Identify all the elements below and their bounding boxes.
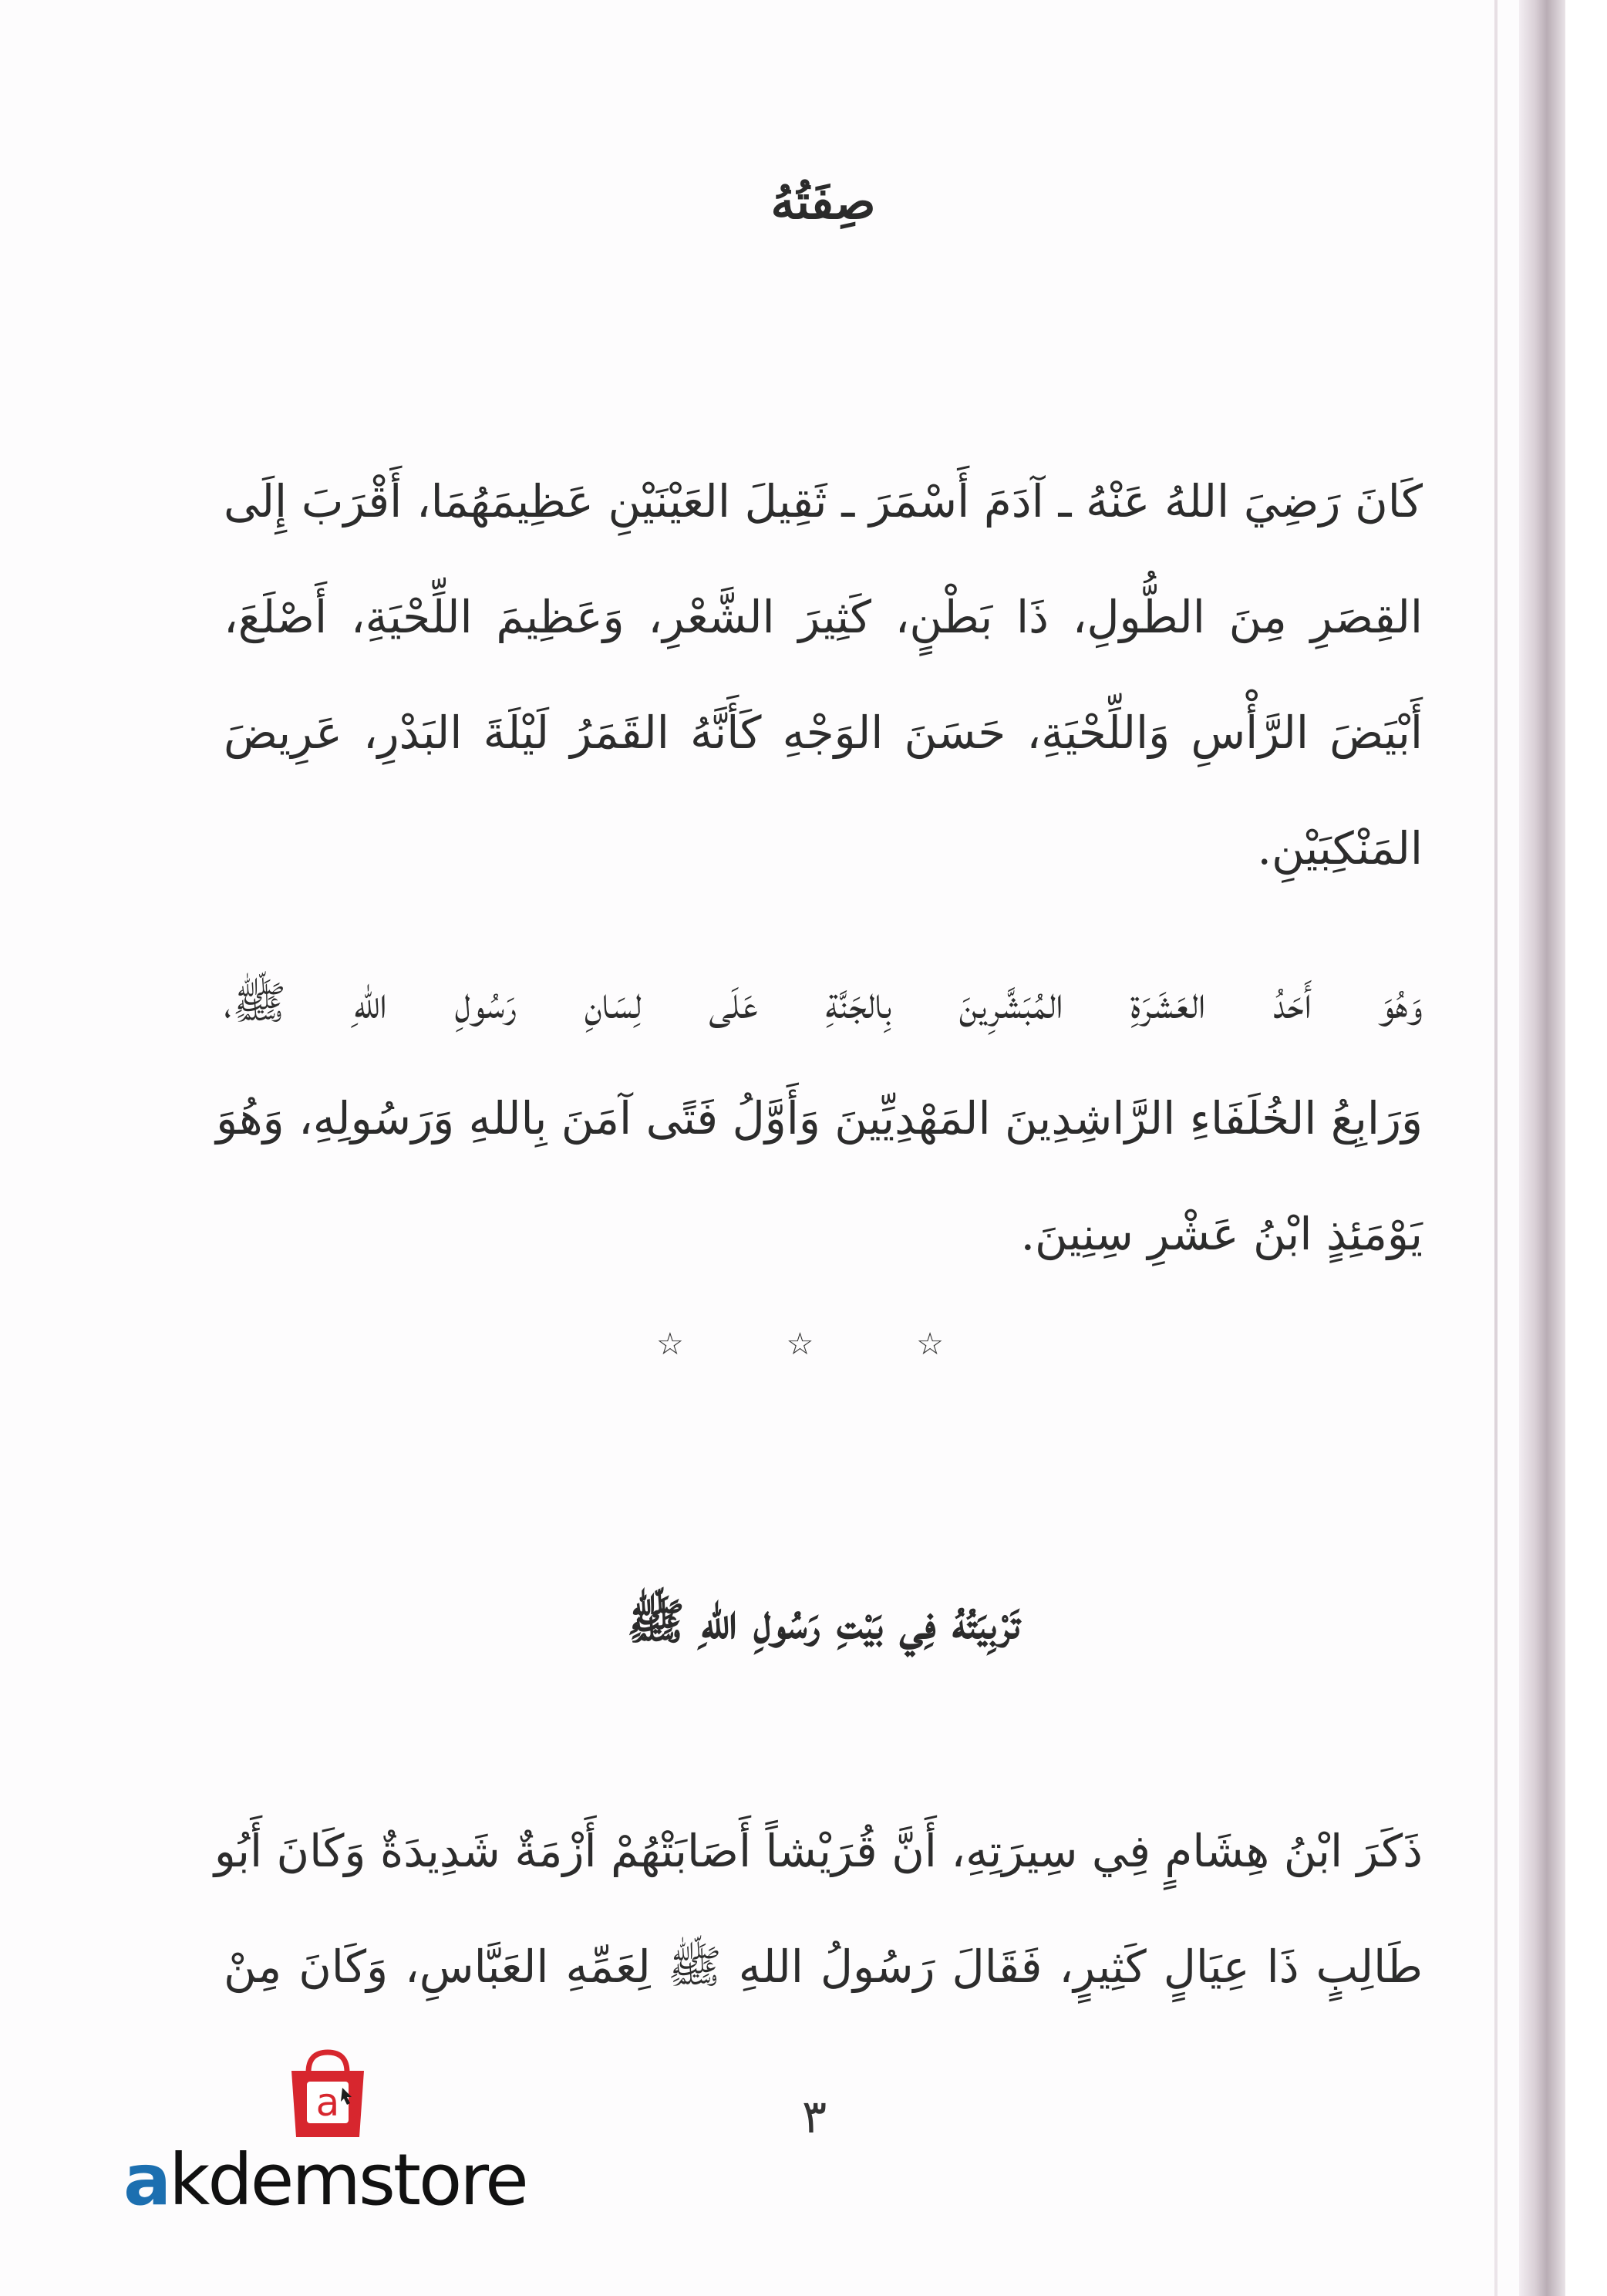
paragraph-line: وَرَابِعُ الخُلَفَاءِ الرَّاشِدِينَ المَهْدِيِّينَ وَأَوَّلُ فَتًى آمَنَ بِاللهِ وَرَسُولِهِ، وَهُوَ bbox=[216, 1092, 1423, 1145]
paragraph-line: القِصَرِ مِنَ الطُّولِ، ذَا بَطْنٍ، كَثِيرَ الشَّعْرِ، وَعَظِيمَ اللِّحْيَةِ، أَصْلَعَ، bbox=[224, 591, 1423, 643]
paragraph-line: وَهُوَ أَحَدُ العَشَرَةِ المُبَشَّرِينَ بِالجَنَّةِ عَلَى لِسَانِ رَسُولِ اللهِ ﷺ، bbox=[224, 976, 1423, 1029]
shopping-bag-icon bbox=[285, 2048, 370, 2143]
paragraph-ibn-hisham bbox=[214, 1793, 1423, 2025]
paragraph-line: أَبْيَضَ الرَّأْسِ وَاللِّحْيَةِ، حَسَنَ الوَجْهِ كَأَنَّهُ القَمَرُ لَيْلَةَ البَدْرِ، عَرِيضَ bbox=[224, 706, 1423, 759]
paragraph-line: يَوْمَئِذٍ ابْنُ عَشْرِ سِنِينَ. bbox=[1020, 1208, 1423, 1260]
paragraph-description bbox=[224, 443, 1423, 906]
paragraph-line: كَانَ رَضِيَ اللهُ عَنْهُ ـ آدَمَ أَسْمَرَ ـ ثَقِيلَ العَيْنَيْنِ عَظِيمَهُمَا، أَقْرَبَ إِلَى bbox=[224, 475, 1423, 528]
paragraph-line: المَنْكِبَيْنِ. bbox=[1257, 822, 1423, 875]
logo-wordmark-accent: a bbox=[123, 2139, 170, 2221]
paragraph-line: طَالِبٍ ذَا عِيَالٍ كَثِيرٍ، فَقَالَ رَسُولُ اللهِ ﷺ لِعَمِّهِ العَبَّاسِ، وَكَانَ مِنْ bbox=[224, 1940, 1423, 1993]
section-title-upbringing: تَرْبِيَتُهُ فِي بَيْتِ رَسُولِ اللهِ ﷺ bbox=[626, 1593, 1020, 1650]
logo-wordmark bbox=[123, 2139, 527, 2221]
page-number: ٣ bbox=[802, 2090, 827, 2144]
section-separator-stars: ☆ ☆ ☆ bbox=[655, 1327, 990, 1362]
akdemstore-logo bbox=[123, 2048, 527, 2221]
logo-wordmark-rest: kdemstore bbox=[169, 2139, 527, 2221]
paragraph-line: ذَكَرَ ابْنُ هِشَامٍ فِي سِيرَتِهِ، أَنَّ قُرَيْشاً أَصَابَتْهُمْ أَزْمَةٌ شَدِيدَةٌ وَكَانَ أَبُو bbox=[214, 1825, 1423, 1877]
paragraph-ten-promised bbox=[216, 945, 1423, 1292]
page-edge-line bbox=[1494, 0, 1498, 2296]
book-edge-shadow bbox=[1519, 0, 1565, 2296]
section-title-sifatuhu: صِفَتُهُ bbox=[770, 174, 876, 230]
logo-badge-letter: a bbox=[315, 2080, 340, 2125]
